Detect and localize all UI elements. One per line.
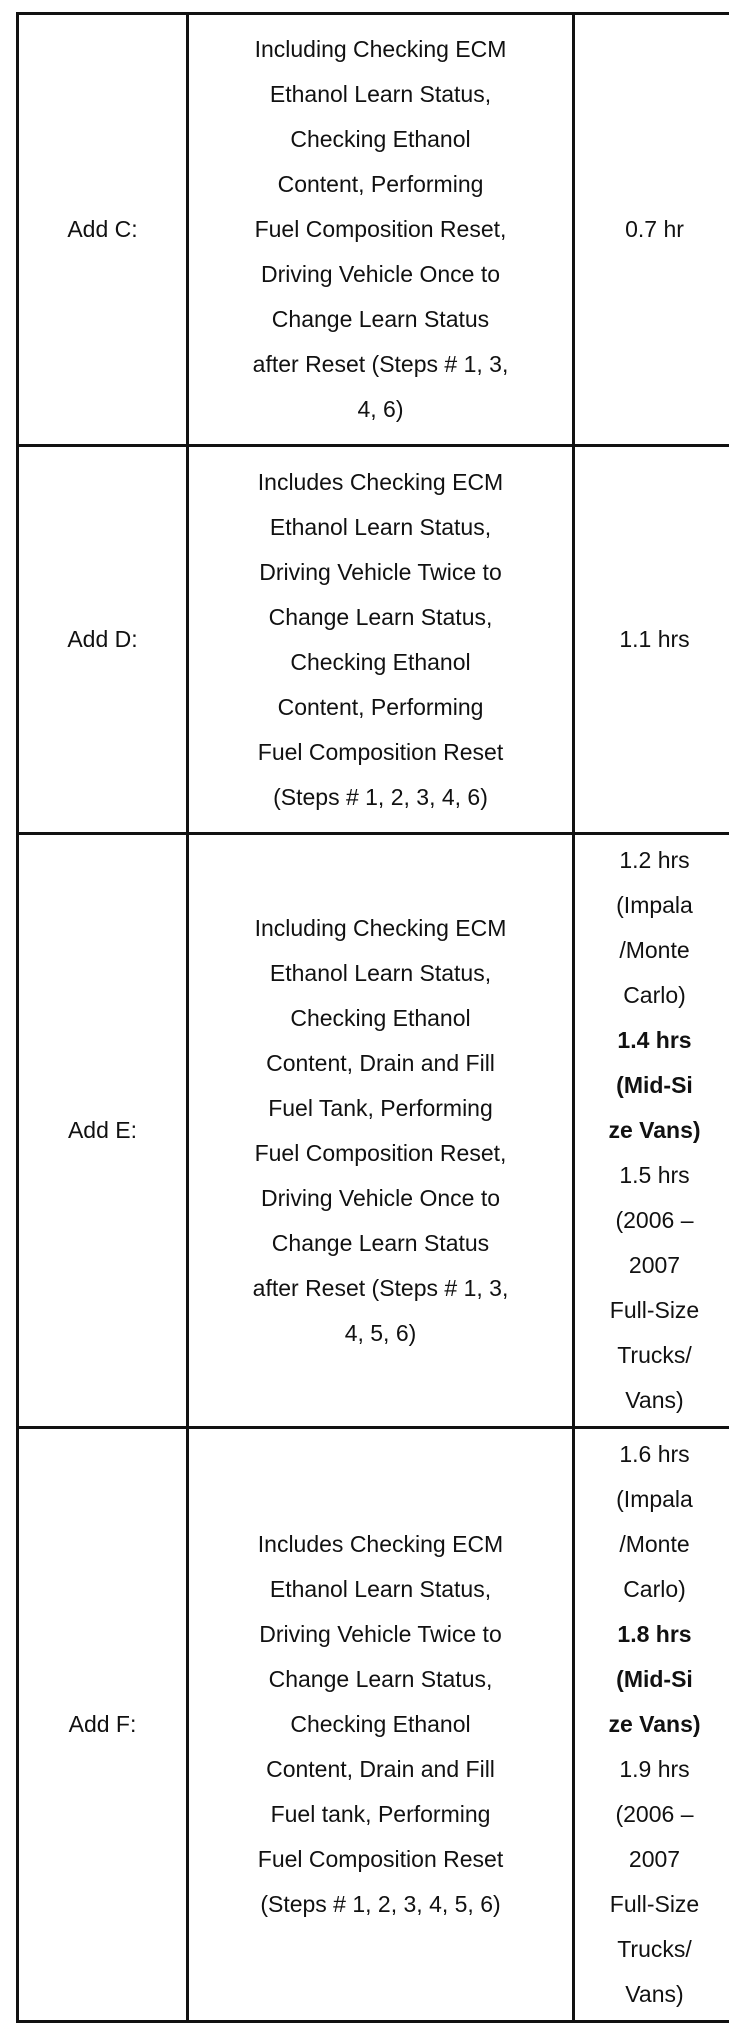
- description-line: Driving Vehicle Twice to: [259, 1621, 502, 1647]
- labor-time-cell: [574, 446, 736, 834]
- time-line: /Monte: [619, 1531, 690, 1557]
- description-line: Driving Vehicle Once to: [260, 261, 501, 287]
- description-line: Fuel Tank, Performing: [268, 1094, 493, 1121]
- time-line: Vans): [625, 1387, 684, 1413]
- table-row-add-c: [18, 14, 736, 446]
- description-line: Fuel Composition Reset,: [254, 1139, 507, 1166]
- description-line: Fuel Composition Reset,: [254, 216, 507, 242]
- time-line: 0.7 hr: [625, 216, 684, 242]
- time-line-bold: 1.8 hrs: [617, 1621, 692, 1647]
- time-line-bold: (Mid-Si: [616, 1666, 693, 1692]
- description-line: Ethanol Learn Status,: [269, 1576, 492, 1602]
- table-row-add-e: [18, 834, 736, 1428]
- labor-code-cell: Add D:: [18, 446, 188, 834]
- time-line: (2006 –: [615, 1207, 694, 1233]
- description-line: Ethanol Learn Status,: [269, 959, 492, 986]
- time-line: 1.2 hrs: [619, 847, 690, 873]
- description-line: 4, 5, 6): [344, 1319, 417, 1346]
- labor-time-cell: [574, 1428, 736, 2022]
- description-cell: [188, 834, 574, 1428]
- description-cell: [188, 1428, 574, 2022]
- time-line: (Impala: [616, 1486, 693, 1512]
- description-line: 4, 6): [357, 396, 404, 422]
- time-line-bold: 1.4 hrs: [617, 1027, 692, 1053]
- time-line: 2007: [628, 1252, 681, 1278]
- description-line: Including Checking ECM: [254, 36, 507, 62]
- time-line: Full-Size: [609, 1297, 700, 1323]
- labor-code-cell: Add F:: [18, 1428, 188, 2022]
- description-line: Checking Ethanol: [290, 1004, 471, 1031]
- description-line: Including Checking ECM: [254, 914, 507, 941]
- description-line: Change Learn Status: [271, 1229, 490, 1256]
- description-line: Content, Drain and Fill: [266, 1049, 495, 1076]
- time-line-bold: ze Vans): [608, 1711, 701, 1737]
- description-line: Change Learn Status: [271, 306, 490, 332]
- description-line: Content, Drain and Fill: [266, 1756, 495, 1782]
- description-line: Change Learn Status,: [268, 603, 493, 630]
- description-cell: [188, 14, 574, 446]
- time-line: 2007: [628, 1846, 681, 1872]
- time-line: 1.9 hrs: [619, 1756, 690, 1782]
- time-line-bold: (Mid-Si: [616, 1072, 693, 1098]
- description-cell: [188, 446, 574, 834]
- description-line: (Steps # 1, 2, 3, 4, 6): [273, 783, 488, 810]
- description-line: Content, Performing: [277, 171, 484, 197]
- time-line: Trucks/: [617, 1936, 692, 1962]
- description-line: Fuel Composition Reset: [257, 1846, 504, 1872]
- time-line: (2006 –: [615, 1801, 694, 1827]
- description-line: Content, Performing: [277, 693, 484, 720]
- table-row-add-f: [18, 1428, 736, 2022]
- time-line-bold: ze Vans): [608, 1117, 701, 1143]
- description-line: Fuel Composition Reset: [257, 738, 504, 765]
- time-line: Carlo): [623, 1576, 686, 1602]
- description-line: Ethanol Learn Status,: [269, 513, 492, 540]
- description-line: (Steps # 1, 2, 3, 4, 5, 6): [260, 1891, 501, 1917]
- time-line: Carlo): [623, 982, 686, 1008]
- description-line: Checking Ethanol: [290, 1711, 471, 1737]
- description-line: Change Learn Status,: [268, 1666, 493, 1692]
- table-row-add-d: [18, 446, 736, 834]
- description-line: Ethanol Learn Status,: [269, 81, 492, 107]
- description-line: Includes Checking ECM: [257, 468, 504, 495]
- time-line: Full-Size: [609, 1891, 700, 1917]
- description-line: Includes Checking ECM: [257, 1531, 504, 1557]
- time-line: /Monte: [619, 937, 690, 963]
- time-line: Vans): [625, 1981, 684, 2007]
- description-line: after Reset (Steps # 1, 3,: [252, 1274, 509, 1301]
- time-line: 1.5 hrs: [619, 1162, 690, 1188]
- description-line: Driving Vehicle Twice to: [259, 558, 502, 585]
- page-edge-mask: [729, 0, 752, 2040]
- labor-time-cell: [574, 14, 736, 446]
- description-line: after Reset (Steps # 1, 3,: [252, 351, 509, 377]
- description-line: Checking Ethanol: [290, 648, 471, 675]
- time-line: (Impala: [616, 892, 693, 918]
- time-line: 1.6 hrs: [619, 1441, 690, 1467]
- description-line: Checking Ethanol: [290, 126, 471, 152]
- description-line: Driving Vehicle Once to: [260, 1184, 501, 1211]
- labor-code-cell: Add E:: [18, 834, 188, 1428]
- time-line: Trucks/: [617, 1342, 692, 1368]
- labor-code-cell: Add C:: [18, 14, 188, 446]
- labor-time-table: [16, 12, 737, 2023]
- labor-time-cell: [574, 834, 736, 1428]
- time-line: 1.1 hrs: [619, 626, 690, 652]
- description-line: Fuel tank, Performing: [270, 1801, 491, 1827]
